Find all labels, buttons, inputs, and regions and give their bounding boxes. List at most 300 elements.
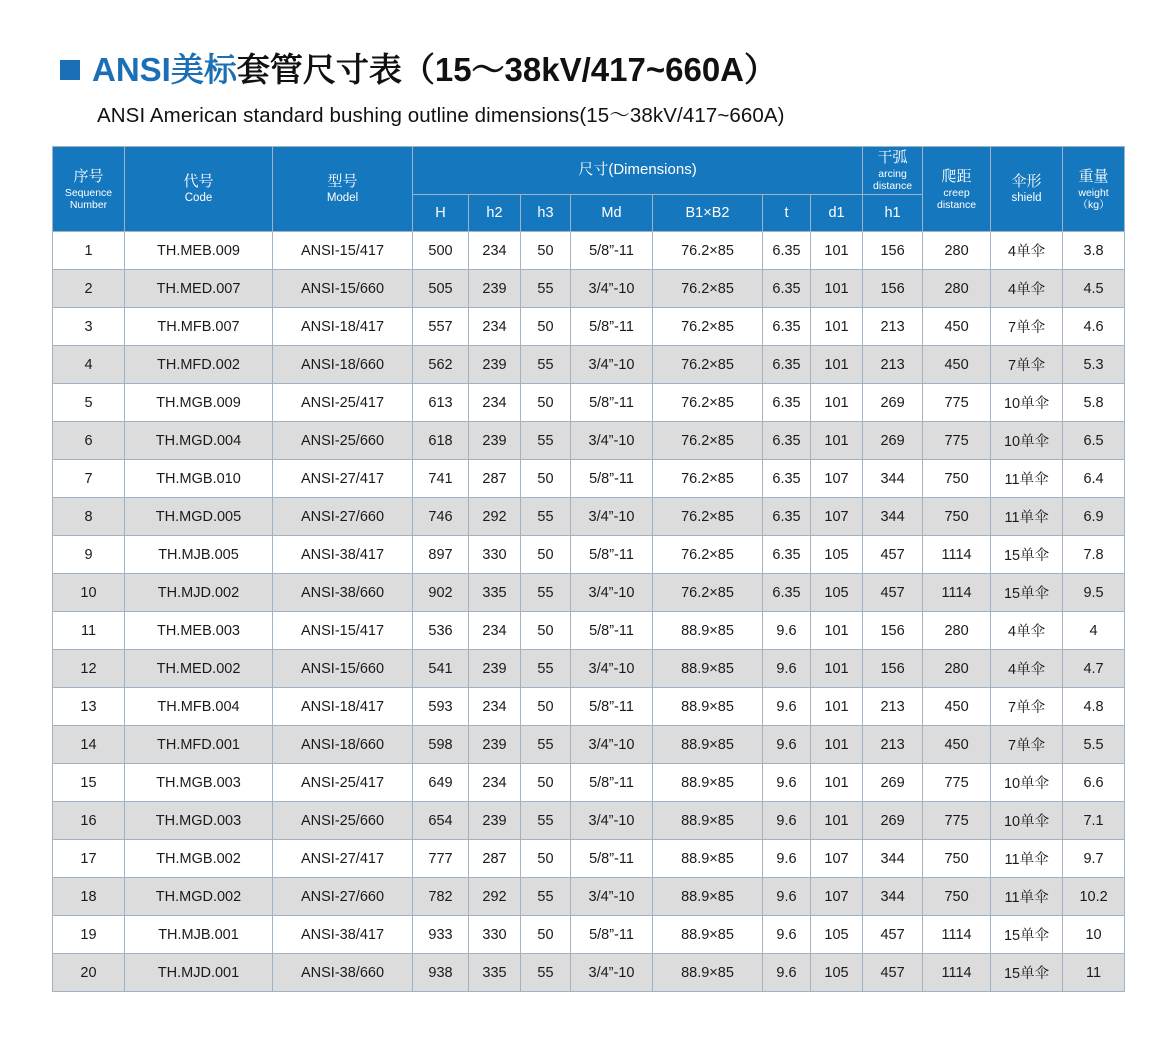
cell-shield: 4单伞 xyxy=(991,650,1063,688)
cell-d1: 101 xyxy=(811,688,863,726)
cell-H: 897 xyxy=(413,536,469,574)
cell-h3: 55 xyxy=(521,574,571,612)
col-header-sequence-en: Sequence xyxy=(64,186,113,199)
cell-h3: 55 xyxy=(521,270,571,308)
header-row-main xyxy=(53,147,1125,195)
cell-t: 9.6 xyxy=(763,802,811,840)
cell-creep: 280 xyxy=(923,612,991,650)
cell-weight: 6.4 xyxy=(1063,460,1125,498)
cell-h1: 344 xyxy=(863,460,923,498)
cell-h3: 55 xyxy=(521,954,571,992)
col-header-sequence xyxy=(53,147,125,232)
cell-h1: 457 xyxy=(863,574,923,612)
col-header-arcing-cn: 干弧 xyxy=(877,149,908,167)
cell-creep: 750 xyxy=(923,878,991,916)
cell-sequence: 3 xyxy=(53,308,125,346)
cell-model: ANSI-15/417 xyxy=(273,232,413,270)
col-header-h3: h3 xyxy=(521,195,571,232)
cell-code: TH.MGD.004 xyxy=(125,422,273,460)
cell-h1: 344 xyxy=(863,878,923,916)
table-row xyxy=(53,346,1125,384)
cell-h3: 50 xyxy=(521,232,571,270)
cell-model: ANSI-27/417 xyxy=(273,840,413,878)
col-header-d1: d1 xyxy=(811,195,863,232)
cell-h1: 269 xyxy=(863,764,923,802)
cell-creep: 450 xyxy=(923,688,991,726)
square-bullet-icon xyxy=(60,60,80,80)
col-header-shield-en: shield xyxy=(1011,191,1042,204)
table-row xyxy=(53,612,1125,650)
cell-Md: 5/8”-11 xyxy=(571,840,653,878)
cell-H: 613 xyxy=(413,384,469,422)
cell-creep: 280 xyxy=(923,270,991,308)
cell-weight: 3.8 xyxy=(1063,232,1125,270)
cell-creep: 450 xyxy=(923,308,991,346)
cell-shield: 11单伞 xyxy=(991,840,1063,878)
cell-creep: 775 xyxy=(923,384,991,422)
col-header-t: t xyxy=(763,195,811,232)
cell-sequence: 5 xyxy=(53,384,125,422)
col-header-h2: h2 xyxy=(469,195,521,232)
cell-h2: 292 xyxy=(469,498,521,536)
cell-h2: 335 xyxy=(469,574,521,612)
cell-code: TH.MFD.002 xyxy=(125,346,273,384)
cell-h2: 239 xyxy=(469,346,521,384)
cell-H: 562 xyxy=(413,346,469,384)
cell-h3: 50 xyxy=(521,536,571,574)
cell-B1xB2: 88.9×85 xyxy=(653,916,763,954)
cell-shield: 10单伞 xyxy=(991,764,1063,802)
col-header-arcing-en: arcing xyxy=(878,168,907,181)
cell-code: TH.MGD.002 xyxy=(125,878,273,916)
cell-sequence: 20 xyxy=(53,954,125,992)
cell-H: 782 xyxy=(413,878,469,916)
cell-h1: 269 xyxy=(863,422,923,460)
cell-shield: 10单伞 xyxy=(991,802,1063,840)
cell-Md: 3/4”-10 xyxy=(571,574,653,612)
cell-t: 9.6 xyxy=(763,612,811,650)
col-header-weight-unit: （kg） xyxy=(1077,198,1110,211)
cell-code: TH.MFD.001 xyxy=(125,726,273,764)
cell-code: TH.MGD.005 xyxy=(125,498,273,536)
cell-t: 6.35 xyxy=(763,346,811,384)
table-row xyxy=(53,308,1125,346)
cell-Md: 3/4”-10 xyxy=(571,346,653,384)
cell-H: 933 xyxy=(413,916,469,954)
cell-H: 500 xyxy=(413,232,469,270)
cell-d1: 101 xyxy=(811,802,863,840)
cell-h1: 344 xyxy=(863,498,923,536)
cell-B1xB2: 76.2×85 xyxy=(653,308,763,346)
cell-h2: 335 xyxy=(469,954,521,992)
cell-weight: 11 xyxy=(1063,954,1125,992)
cell-sequence: 8 xyxy=(53,498,125,536)
cell-model: ANSI-18/660 xyxy=(273,346,413,384)
col-header-shield-cn: 伞形 xyxy=(1011,172,1042,190)
cell-model: ANSI-18/417 xyxy=(273,688,413,726)
cell-code: TH.MGB.003 xyxy=(125,764,273,802)
cell-t: 9.6 xyxy=(763,764,811,802)
cell-code: TH.MGB.010 xyxy=(125,460,273,498)
cell-h1: 269 xyxy=(863,802,923,840)
cell-creep: 775 xyxy=(923,422,991,460)
col-header-Md: Md xyxy=(571,195,653,232)
cell-B1xB2: 88.9×85 xyxy=(653,726,763,764)
cell-d1: 101 xyxy=(811,422,863,460)
cell-h2: 239 xyxy=(469,422,521,460)
cell-B1xB2: 76.2×85 xyxy=(653,422,763,460)
cell-Md: 5/8”-11 xyxy=(571,688,653,726)
cell-d1: 107 xyxy=(811,840,863,878)
cell-H: 938 xyxy=(413,954,469,992)
cell-shield: 4单伞 xyxy=(991,612,1063,650)
cell-H: 741 xyxy=(413,460,469,498)
cell-weight: 6.5 xyxy=(1063,422,1125,460)
title-black-part: 套管尺寸表（15～38kV/417~660A） xyxy=(236,51,778,88)
cell-Md: 3/4”-10 xyxy=(571,802,653,840)
cell-sequence: 16 xyxy=(53,802,125,840)
cell-d1: 101 xyxy=(811,308,863,346)
cell-h2: 330 xyxy=(469,916,521,954)
col-header-arcing xyxy=(863,147,923,195)
cell-B1xB2: 76.2×85 xyxy=(653,498,763,536)
table-row xyxy=(53,422,1125,460)
cell-h2: 292 xyxy=(469,878,521,916)
cell-creep: 1114 xyxy=(923,574,991,612)
cell-shield: 7单伞 xyxy=(991,726,1063,764)
cell-t: 6.35 xyxy=(763,308,811,346)
cell-shield: 4单伞 xyxy=(991,270,1063,308)
cell-h1: 156 xyxy=(863,650,923,688)
cell-weight: 7.1 xyxy=(1063,802,1125,840)
cell-shield: 10单伞 xyxy=(991,384,1063,422)
cell-d1: 101 xyxy=(811,346,863,384)
cell-d1: 101 xyxy=(811,384,863,422)
cell-creep: 450 xyxy=(923,346,991,384)
col-header-dimensions-group xyxy=(413,147,863,195)
col-header-model xyxy=(273,147,413,232)
cell-code: TH.MEB.009 xyxy=(125,232,273,270)
cell-sequence: 9 xyxy=(53,536,125,574)
cell-h3: 50 xyxy=(521,916,571,954)
cell-t: 6.35 xyxy=(763,384,811,422)
cell-Md: 5/8”-11 xyxy=(571,612,653,650)
cell-t: 9.6 xyxy=(763,726,811,764)
cell-sequence: 14 xyxy=(53,726,125,764)
col-header-code xyxy=(125,147,273,232)
cell-t: 6.35 xyxy=(763,232,811,270)
cell-creep: 1114 xyxy=(923,954,991,992)
cell-t: 6.35 xyxy=(763,422,811,460)
table-row xyxy=(53,954,1125,992)
col-header-dimensions-label: 尺寸(Dimensions) xyxy=(578,161,697,179)
cell-creep: 775 xyxy=(923,802,991,840)
cell-h3: 55 xyxy=(521,878,571,916)
cell-shield: 11单伞 xyxy=(991,878,1063,916)
cell-h3: 50 xyxy=(521,612,571,650)
cell-creep: 750 xyxy=(923,460,991,498)
cell-code: TH.MGD.003 xyxy=(125,802,273,840)
page-subtitle: ANSI American standard bushing outline dimensions(15～38kV/417~660A) xyxy=(97,104,785,128)
cell-h1: 156 xyxy=(863,232,923,270)
cell-Md: 5/8”-11 xyxy=(571,232,653,270)
cell-h1: 213 xyxy=(863,726,923,764)
table-row xyxy=(53,840,1125,878)
cell-Md: 5/8”-11 xyxy=(571,916,653,954)
cell-h3: 55 xyxy=(521,726,571,764)
cell-sequence: 1 xyxy=(53,232,125,270)
col-header-creep-en2: distance xyxy=(937,198,977,211)
cell-H: 777 xyxy=(413,840,469,878)
cell-model: ANSI-15/417 xyxy=(273,612,413,650)
cell-weight: 9.7 xyxy=(1063,840,1125,878)
cell-code: TH.MED.002 xyxy=(125,650,273,688)
cell-H: 536 xyxy=(413,612,469,650)
col-header-H: H xyxy=(413,195,469,232)
cell-H: 746 xyxy=(413,498,469,536)
cell-d1: 101 xyxy=(811,270,863,308)
col-header-weight xyxy=(1063,147,1125,232)
cell-H: 593 xyxy=(413,688,469,726)
cell-t: 6.35 xyxy=(763,270,811,308)
cell-h2: 239 xyxy=(469,650,521,688)
cell-shield: 7单伞 xyxy=(991,346,1063,384)
col-header-B1xB2: B1×B2 xyxy=(653,195,763,232)
table-row xyxy=(53,232,1125,270)
cell-d1: 105 xyxy=(811,574,863,612)
cell-model: ANSI-27/660 xyxy=(273,498,413,536)
cell-weight: 4.8 xyxy=(1063,688,1125,726)
col-header-weight-en: weight xyxy=(1078,186,1109,199)
cell-creep: 450 xyxy=(923,726,991,764)
cell-B1xB2: 76.2×85 xyxy=(653,574,763,612)
cell-h1: 213 xyxy=(863,308,923,346)
cell-creep: 280 xyxy=(923,232,991,270)
col-header-model-cn: 型号 xyxy=(327,172,358,190)
table-row xyxy=(53,726,1125,764)
document-page xyxy=(0,52,1156,1052)
cell-t: 6.35 xyxy=(763,574,811,612)
cell-sequence: 7 xyxy=(53,460,125,498)
cell-B1xB2: 76.2×85 xyxy=(653,384,763,422)
cell-h2: 234 xyxy=(469,764,521,802)
cell-sequence: 11 xyxy=(53,612,125,650)
cell-B1xB2: 88.9×85 xyxy=(653,650,763,688)
cell-B1xB2: 88.9×85 xyxy=(653,954,763,992)
cell-d1: 101 xyxy=(811,650,863,688)
table-row xyxy=(53,270,1125,308)
cell-B1xB2: 88.9×85 xyxy=(653,802,763,840)
cell-h3: 55 xyxy=(521,498,571,536)
cell-weight: 5.3 xyxy=(1063,346,1125,384)
cell-Md: 3/4”-10 xyxy=(571,650,653,688)
cell-model: ANSI-15/660 xyxy=(273,650,413,688)
cell-B1xB2: 88.9×85 xyxy=(653,764,763,802)
cell-shield: 15单伞 xyxy=(991,536,1063,574)
title-text xyxy=(92,52,777,88)
cell-model: ANSI-25/417 xyxy=(273,384,413,422)
cell-Md: 3/4”-10 xyxy=(571,422,653,460)
col-header-model-en: Model xyxy=(326,191,359,204)
cell-code: TH.MFB.004 xyxy=(125,688,273,726)
col-header-creep xyxy=(923,147,991,232)
cell-model: ANSI-38/417 xyxy=(273,916,413,954)
cell-weight: 5.5 xyxy=(1063,726,1125,764)
cell-code: TH.MED.007 xyxy=(125,270,273,308)
table-head xyxy=(53,147,1125,232)
table-row xyxy=(53,574,1125,612)
cell-model: ANSI-38/660 xyxy=(273,574,413,612)
cell-h2: 239 xyxy=(469,270,521,308)
cell-Md: 3/4”-10 xyxy=(571,954,653,992)
dimensions-table xyxy=(52,146,1125,992)
cell-h2: 239 xyxy=(469,726,521,764)
cell-B1xB2: 88.9×85 xyxy=(653,612,763,650)
cell-shield: 10单伞 xyxy=(991,422,1063,460)
cell-d1: 105 xyxy=(811,536,863,574)
table-row xyxy=(53,916,1125,954)
cell-model: ANSI-27/660 xyxy=(273,878,413,916)
cell-h1: 156 xyxy=(863,612,923,650)
cell-h3: 50 xyxy=(521,688,571,726)
table-row xyxy=(53,878,1125,916)
cell-Md: 5/8”-11 xyxy=(571,764,653,802)
cell-d1: 101 xyxy=(811,612,863,650)
cell-Md: 5/8”-11 xyxy=(571,536,653,574)
cell-creep: 280 xyxy=(923,650,991,688)
cell-h3: 50 xyxy=(521,460,571,498)
cell-h3: 55 xyxy=(521,802,571,840)
cell-d1: 107 xyxy=(811,878,863,916)
cell-t: 9.6 xyxy=(763,954,811,992)
col-header-arcing-en2: distance xyxy=(873,180,913,193)
cell-shield: 15单伞 xyxy=(991,954,1063,992)
cell-creep: 775 xyxy=(923,764,991,802)
cell-Md: 5/8”-11 xyxy=(571,384,653,422)
cell-weight: 10.2 xyxy=(1063,878,1125,916)
cell-model: ANSI-18/417 xyxy=(273,308,413,346)
cell-code: TH.MEB.003 xyxy=(125,612,273,650)
cell-code: TH.MFB.007 xyxy=(125,308,273,346)
col-header-sequence-cn: 序号 xyxy=(73,167,104,185)
table-row xyxy=(53,384,1125,422)
cell-H: 598 xyxy=(413,726,469,764)
cell-h1: 213 xyxy=(863,688,923,726)
cell-B1xB2: 76.2×85 xyxy=(653,460,763,498)
cell-h1: 457 xyxy=(863,536,923,574)
cell-sequence: 17 xyxy=(53,840,125,878)
cell-weight: 6.6 xyxy=(1063,764,1125,802)
cell-weight: 4 xyxy=(1063,612,1125,650)
cell-H: 541 xyxy=(413,650,469,688)
cell-sequence: 13 xyxy=(53,688,125,726)
cell-shield: 11单伞 xyxy=(991,498,1063,536)
cell-shield: 7单伞 xyxy=(991,308,1063,346)
cell-sequence: 6 xyxy=(53,422,125,460)
cell-t: 9.6 xyxy=(763,688,811,726)
col-header-code-cn: 代号 xyxy=(183,172,214,190)
cell-weight: 4.7 xyxy=(1063,650,1125,688)
cell-h2: 234 xyxy=(469,384,521,422)
table-row xyxy=(53,498,1125,536)
cell-weight: 4.6 xyxy=(1063,308,1125,346)
cell-creep: 1114 xyxy=(923,536,991,574)
cell-h3: 55 xyxy=(521,422,571,460)
cell-h3: 50 xyxy=(521,764,571,802)
table-row xyxy=(53,460,1125,498)
table-row xyxy=(53,802,1125,840)
cell-weight: 9.5 xyxy=(1063,574,1125,612)
cell-t: 6.35 xyxy=(763,460,811,498)
cell-h3: 55 xyxy=(521,650,571,688)
cell-H: 649 xyxy=(413,764,469,802)
cell-H: 618 xyxy=(413,422,469,460)
cell-t: 9.6 xyxy=(763,650,811,688)
cell-H: 557 xyxy=(413,308,469,346)
cell-h3: 50 xyxy=(521,308,571,346)
cell-h2: 330 xyxy=(469,536,521,574)
cell-sequence: 19 xyxy=(53,916,125,954)
col-header-creep-cn: 爬距 xyxy=(941,167,972,185)
cell-Md: 3/4”-10 xyxy=(571,726,653,764)
cell-sequence: 18 xyxy=(53,878,125,916)
cell-d1: 107 xyxy=(811,460,863,498)
cell-Md: 3/4”-10 xyxy=(571,270,653,308)
cell-h1: 213 xyxy=(863,346,923,384)
cell-code: TH.MJD.002 xyxy=(125,574,273,612)
cell-Md: 3/4”-10 xyxy=(571,878,653,916)
cell-creep: 750 xyxy=(923,498,991,536)
cell-model: ANSI-25/660 xyxy=(273,422,413,460)
cell-Md: 5/8”-11 xyxy=(571,308,653,346)
cell-model: ANSI-38/660 xyxy=(273,954,413,992)
cell-creep: 750 xyxy=(923,840,991,878)
cell-model: ANSI-38/417 xyxy=(273,536,413,574)
cell-t: 9.6 xyxy=(763,916,811,954)
cell-model: ANSI-15/660 xyxy=(273,270,413,308)
cell-model: ANSI-25/660 xyxy=(273,802,413,840)
cell-sequence: 4 xyxy=(53,346,125,384)
cell-d1: 107 xyxy=(811,498,863,536)
cell-B1xB2: 76.2×85 xyxy=(653,346,763,384)
cell-B1xB2: 88.9×85 xyxy=(653,688,763,726)
title-blue-part: ANSI美标 xyxy=(92,51,237,88)
cell-h1: 344 xyxy=(863,840,923,878)
cell-t: 6.35 xyxy=(763,536,811,574)
cell-d1: 101 xyxy=(811,232,863,270)
cell-code: TH.MGB.002 xyxy=(125,840,273,878)
cell-B1xB2: 88.9×85 xyxy=(653,840,763,878)
cell-weight: 4.5 xyxy=(1063,270,1125,308)
cell-h2: 287 xyxy=(469,840,521,878)
cell-t: 9.6 xyxy=(763,878,811,916)
cell-h1: 457 xyxy=(863,954,923,992)
cell-code: TH.MJB.005 xyxy=(125,536,273,574)
cell-shield: 11单伞 xyxy=(991,460,1063,498)
cell-h2: 234 xyxy=(469,232,521,270)
cell-sequence: 12 xyxy=(53,650,125,688)
cell-H: 505 xyxy=(413,270,469,308)
cell-creep: 1114 xyxy=(923,916,991,954)
cell-model: ANSI-18/660 xyxy=(273,726,413,764)
cell-h2: 234 xyxy=(469,612,521,650)
cell-weight: 5.8 xyxy=(1063,384,1125,422)
cell-h1: 457 xyxy=(863,916,923,954)
cell-t: 9.6 xyxy=(763,840,811,878)
cell-d1: 105 xyxy=(811,954,863,992)
cell-h1: 156 xyxy=(863,270,923,308)
cell-h3: 50 xyxy=(521,840,571,878)
